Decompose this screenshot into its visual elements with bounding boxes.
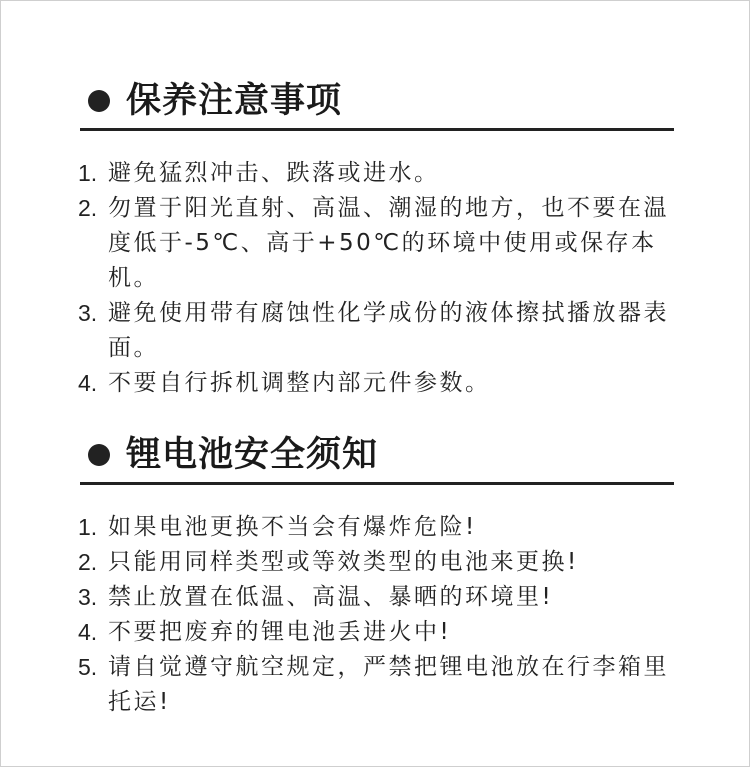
- section-heading: [80, 78, 674, 131]
- item-text: 避免使用带有腐蚀性化学成份的液体擦拭播放器表面。: [108, 300, 669, 361]
- section-title: 锂电池安全须知: [126, 435, 379, 475]
- item-text: 勿置于阳光直射、高温、潮湿的地方，也不要在温度低于-5℃、高于+50℃的环境中使用或保存本机。: [108, 195, 669, 291]
- maintenance-list: [78, 156, 678, 401]
- item-number: 4.: [78, 619, 98, 645]
- item-text: 如果电池更换不当会有爆炸危险!: [108, 514, 477, 540]
- section-heading: [80, 432, 674, 485]
- item-text: 只能用同样类型或等效类型的电池来更换!: [108, 549, 579, 575]
- item-text: 不要自行拆机调整内部元件参数。: [108, 370, 491, 396]
- list-item: [78, 580, 678, 615]
- bullet-dot-icon: [88, 90, 110, 112]
- item-number: 2.: [78, 195, 98, 221]
- item-number: 3.: [78, 584, 98, 610]
- list-item: [78, 366, 678, 401]
- item-number: 3.: [78, 300, 98, 326]
- bullet-dot-icon: [88, 444, 110, 466]
- item-text: 请自觉遵守航空规定，严禁把锂电池放在行李箱里托运!: [108, 654, 669, 715]
- item-text: 禁止放置在低温、高温、暴晒的环境里!: [108, 584, 554, 610]
- battery-safety-list: [78, 510, 678, 720]
- list-item: [78, 650, 678, 720]
- item-number: 5.: [78, 654, 98, 680]
- list-item: [78, 510, 678, 545]
- item-number: 1.: [78, 160, 98, 186]
- item-text: 不要把废弃的锂电池丢进火中!: [108, 619, 452, 645]
- list-item: [78, 545, 678, 580]
- item-text: 避免猛烈冲击、跌落或进水。: [108, 160, 440, 186]
- list-item: [78, 615, 678, 650]
- list-item: [78, 296, 678, 366]
- list-item: [78, 191, 678, 296]
- section-title: 保养注意事项: [126, 81, 343, 121]
- item-number: 4.: [78, 370, 98, 396]
- item-number: 1.: [78, 514, 98, 540]
- list-item: [78, 156, 678, 191]
- item-number: 2.: [78, 549, 98, 575]
